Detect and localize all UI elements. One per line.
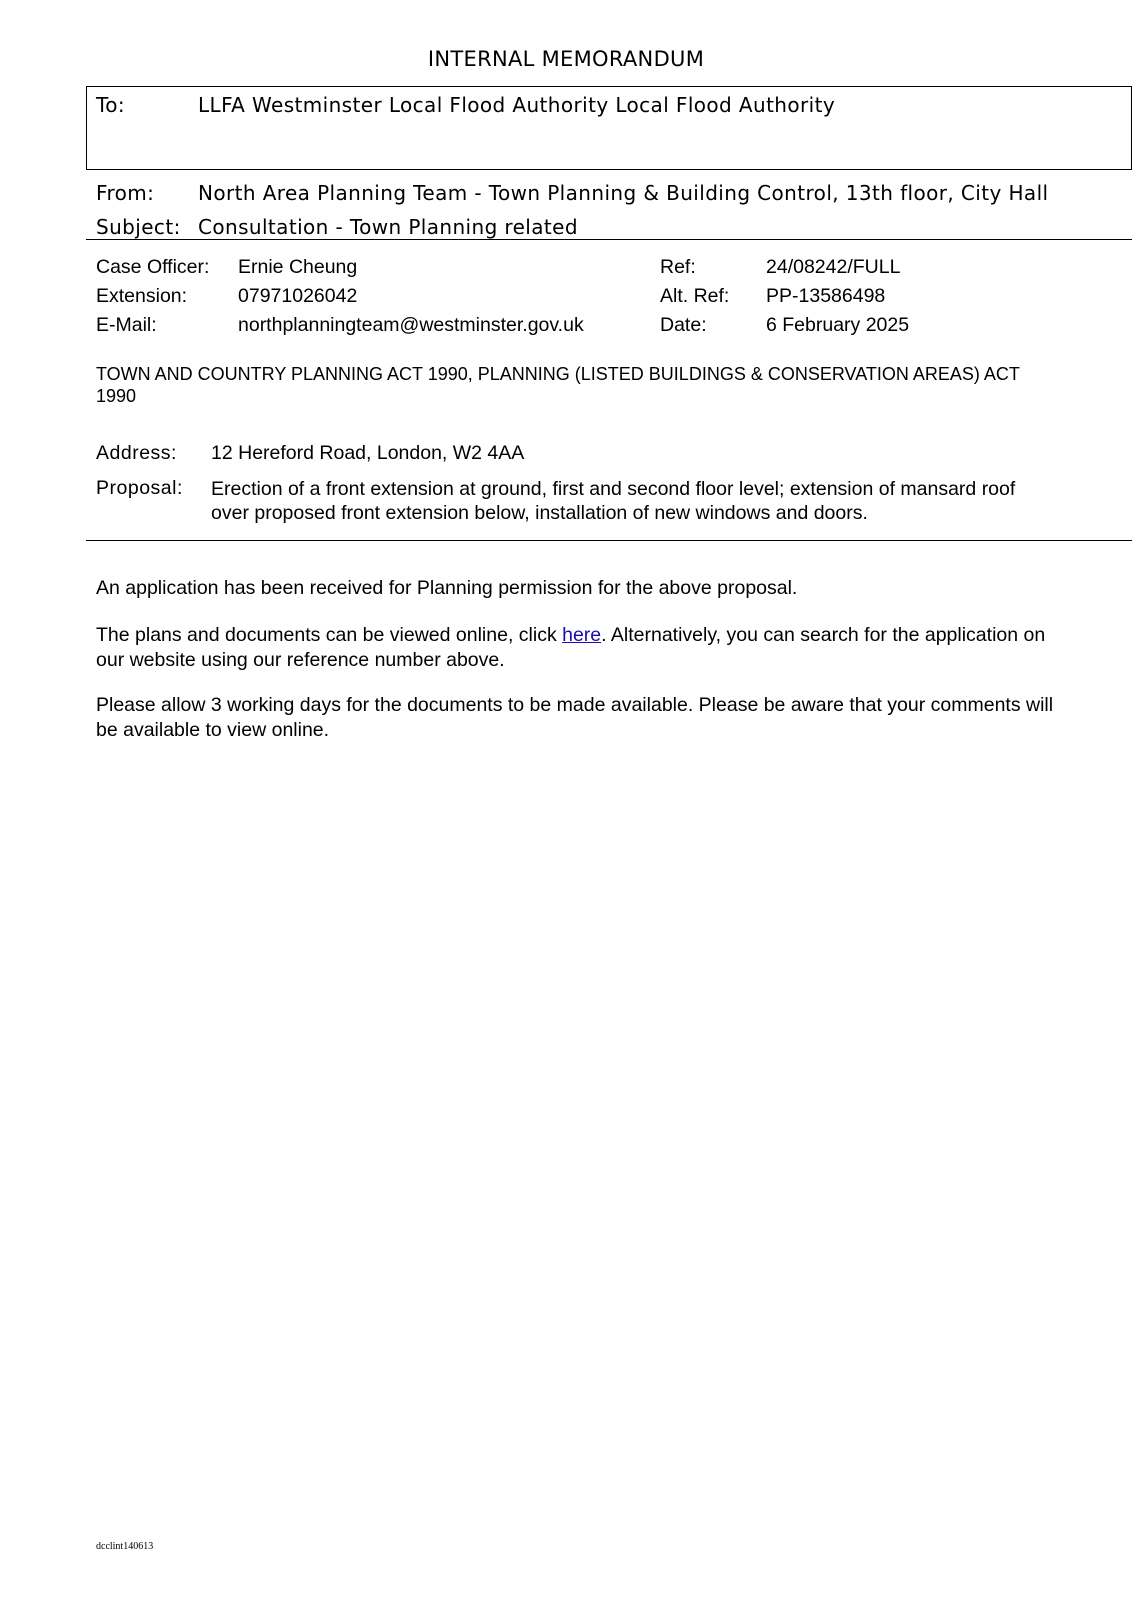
proposal-value: Erection of a front extension at ground, first and second floor level; extension of mansard roof over proposed front extension below, installation of new windows and doors.	[211, 478, 1016, 524]
extension-label: Extension:	[96, 285, 188, 307]
alt-ref-value: PP-13586498	[766, 285, 886, 307]
legislation-text: TOWN AND COUNTRY PLANNING ACT 1990, PLANNING (LISTED BUILDINGS & CONSERVATION AREAS) ACT 1990	[96, 364, 1020, 406]
ref-label: Ref:	[660, 256, 696, 278]
alt-ref-label: Alt. Ref:	[660, 285, 730, 307]
divider-bottom	[86, 540, 1132, 541]
subject-value: Consultation - Town Planning related	[198, 215, 578, 239]
to-value: LLFA Westminster Local Flood Authority Local Flood Authority	[198, 93, 836, 117]
to-label: To:	[96, 93, 125, 117]
from-label: From:	[96, 181, 155, 205]
body-paragraph-2	[96, 623, 1056, 673]
body-paragraph-1: An application has been received for Planning permission for the above proposal.	[96, 577, 798, 599]
from-value: North Area Planning Team - Town Planning & Building Control, 13th floor, City Hall	[198, 181, 1049, 205]
body-paragraph-2-end: . Alternatively, you can search for the application on our website using our reference number above.	[96, 624, 1046, 671]
divider-top	[86, 239, 1132, 240]
case-officer-value: Ernie Cheung	[238, 256, 358, 278]
date-label: Date:	[660, 314, 707, 336]
ref-value: 24/08242/FULL	[766, 256, 901, 278]
documents-link[interactable]: here	[562, 624, 602, 646]
case-officer-label: Case Officer:	[96, 256, 210, 278]
proposal-label: Proposal:	[96, 477, 183, 499]
body-paragraph-2-start: The plans and documents can be viewed online, click	[96, 624, 563, 646]
email-label: E-Mail:	[96, 314, 157, 336]
body-paragraph-3: Please allow 3 working days for the documents to be made available. Please be aware that your comments will be available to view online.	[96, 694, 1054, 741]
memo-title: INTERNAL MEMORANDUM	[427, 47, 705, 71]
footer-code: dcclint140613	[96, 1541, 154, 1552]
email-value: northplanningteam@westminster.gov.uk	[238, 314, 584, 336]
date-value: 6 February 2025	[766, 314, 910, 336]
extension-value: 07971026042	[238, 285, 358, 307]
subject-label: Subject:	[96, 215, 181, 239]
address-label: Address:	[96, 442, 177, 464]
address-value: 12 Hereford Road, London, W2 4AA	[211, 442, 525, 464]
